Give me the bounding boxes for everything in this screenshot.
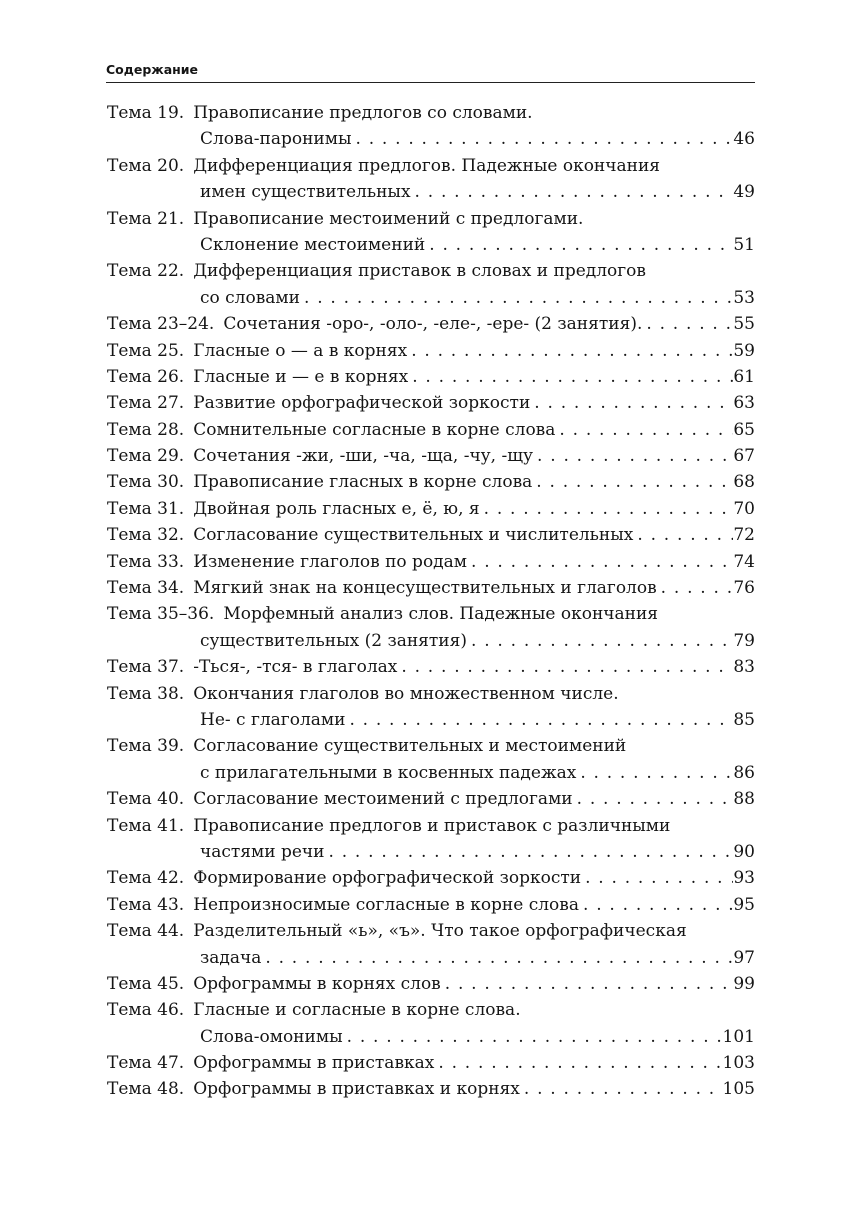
dot-leader [343,1024,723,1050]
dot-leader [633,522,733,548]
toc-line [107,469,755,495]
toc-line [107,1050,755,1076]
toc-topic-number: Тема 27. [107,393,185,414]
dot-leader [397,654,733,680]
toc-page-number: 70 [733,498,755,519]
toc-title: со словами [200,287,300,308]
running-header: Содержание [106,62,199,77]
toc-page-number: 49 [733,182,755,203]
toc-page-number: 93 [733,868,755,889]
toc-line-continued [107,707,755,733]
toc-topic-number: Тема 46. [107,1000,185,1021]
toc-title: частями речи [200,841,325,862]
toc-page-number: 72 [733,525,755,546]
toc-page-number: 79 [733,630,755,651]
dot-leader [581,865,733,891]
toc-title: Согласование местоимений с предлогами [193,789,573,810]
toc-page-number: 59 [733,340,755,361]
toc-topic-number: Тема 48. [107,1079,185,1100]
toc-line [107,1076,755,1102]
toc-line [107,206,755,232]
toc-title: Сочетания -оро-, -оло-, -еле-, -ере- (2 занятия). [223,314,643,335]
toc-entry [107,733,755,786]
toc-entry [107,443,755,469]
toc-topic-number: Тема 26. [107,366,185,387]
toc-title: Слова-омонимы [200,1026,343,1047]
toc-title: -Ться-, -тся- в глаголах [193,657,398,678]
dot-leader [425,232,733,258]
dot-leader [576,760,733,786]
toc-page-number: 99 [733,973,755,994]
toc-title: Сочетания -жи, -ши, -ча, -ща, -чу, -щу [193,446,534,467]
dot-leader [261,945,733,971]
header-rule [106,82,755,83]
toc-entry [107,681,755,734]
toc-line [107,733,755,759]
toc-topic-number: Тема 42. [107,868,185,889]
toc-line [107,892,755,918]
toc-title: Согласование существительных и числительных [193,525,634,546]
toc-title: Дифференциация приставок в словах и предлогов [193,261,646,282]
toc-line-continued [107,285,755,311]
toc-entry [107,522,755,548]
toc-line [107,865,755,891]
toc-topic-number: Тема 29. [107,446,185,467]
toc-entry [107,575,755,601]
toc-title: Сомнительные согласные в корне слова [193,419,556,440]
toc-entry [107,153,755,206]
toc-entry [107,100,755,153]
toc-entry [107,496,755,522]
toc-line [107,813,755,839]
toc-page-number: 46 [733,129,755,150]
toc-entry [107,918,755,971]
toc-page-number: 51 [733,234,755,255]
table-of-contents [107,100,755,1103]
toc-topic-number: Тема 44. [107,921,185,942]
toc-title: с прилагательными в косвенных падежах [200,762,577,783]
toc-title: Согласование существительных и местоимений [193,736,627,757]
toc-entry [107,813,755,866]
dot-leader [411,179,733,205]
toc-entry [107,417,755,443]
toc-entry [107,258,755,311]
toc-topic-number: Тема 25. [107,340,185,361]
toc-page-number: 88 [733,789,755,810]
toc-line [107,390,755,416]
toc-page-number: 101 [722,1026,755,1047]
toc-topic-number: Тема 35–36. [107,604,215,625]
toc-line [107,100,755,126]
toc-title: Гласные и — е в корнях [193,366,409,387]
toc-line [107,496,755,522]
toc-topic-number: Тема 33. [107,551,185,572]
toc-line-continued [107,179,755,205]
toc-title: Склонение местоимений [200,234,426,255]
toc-title: Непроизносимые согласные в корне слова [193,894,579,915]
toc-line-continued [107,945,755,971]
toc-page-number: 55 [733,314,755,335]
dot-leader [573,786,733,812]
toc-entry [107,338,755,364]
toc-title: существительных (2 занятия) [200,630,467,651]
toc-line-continued [107,839,755,865]
toc-title: Гласные о — а в корнях [193,340,408,361]
toc-line [107,997,755,1023]
toc-title: Не- с глаголами [200,709,346,730]
toc-title: Развитие орфографической зоркости [193,393,531,414]
toc-topic-number: Тема 23–24. [107,314,215,335]
toc-title: Правописание предлогов со словами. [193,103,533,123]
toc-topic-number: Тема 43. [107,894,185,915]
toc-topic-number: Тема 32. [107,525,185,546]
dot-leader [345,707,733,733]
toc-entry [107,469,755,495]
toc-entry [107,786,755,812]
toc-title: Правописание гласных в корне слова [193,472,533,493]
toc-line [107,364,755,390]
toc-title: Слова-паронимы [200,129,352,150]
toc-entry [107,997,755,1050]
toc-title: Формирование орфографической зоркости [193,868,582,889]
dot-leader [434,1050,722,1076]
toc-line-continued [107,232,755,258]
toc-title: Орфограммы в приставках [193,1053,435,1074]
toc-title: Правописание местоимений с предлогами. [193,208,584,229]
dot-leader [408,364,733,390]
toc-topic-number: Тема 40. [107,789,185,810]
dot-leader [467,549,733,575]
dot-leader [480,496,733,522]
toc-entry [107,865,755,891]
dot-leader [533,443,733,469]
toc-title: Гласные и согласные в корне слова. [193,1000,521,1021]
dot-leader [520,1076,723,1102]
dot-leader [532,469,733,495]
toc-entry [107,1076,755,1102]
toc-page-number: 103 [722,1053,755,1074]
toc-topic-number: Тема 39. [107,736,185,757]
toc-line [107,549,755,575]
toc-title: имен существительных [200,182,411,203]
toc-line [107,918,755,944]
toc-page-number: 85 [733,709,755,730]
toc-entry [107,654,755,680]
toc-entry [107,892,755,918]
toc-topic-number: Тема 28. [107,419,185,440]
dot-leader [352,126,734,152]
toc-line [107,522,755,548]
toc-topic-number: Тема 38. [107,683,185,704]
toc-page-number: 95 [733,894,755,915]
toc-topic-number: Тема 41. [107,815,185,836]
toc-topic-number: Тема 21. [107,208,185,229]
toc-entry [107,206,755,259]
toc-line [107,681,755,707]
toc-page-number: 86 [733,762,755,783]
toc-title: Мягкий знак на концесуществительных и глаголов [193,578,657,599]
toc-line [107,575,755,601]
toc-line [107,654,755,680]
toc-page-number: 76 [733,578,755,599]
toc-page-number: 83 [733,657,755,678]
toc-page-number: 90 [733,841,755,862]
toc-entry [107,311,755,337]
dot-leader [530,390,733,416]
toc-entry [107,364,755,390]
toc-entry [107,549,755,575]
toc-line [107,258,755,284]
toc-page-number: 65 [733,419,755,440]
toc-line [107,443,755,469]
toc-page-number: 74 [733,551,755,572]
toc-title: Орфограммы в корнях слов [193,973,441,994]
toc-topic-number: Тема 19. [107,103,185,123]
toc-topic-number: Тема 37. [107,657,185,678]
dot-leader [555,417,733,443]
toc-page-number: 105 [722,1079,755,1100]
toc-topic-number: Тема 22. [107,261,185,282]
toc-title: задача [200,947,262,968]
dot-leader [325,839,734,865]
toc-page-number: 97 [733,947,755,968]
toc-entry [107,601,755,654]
dot-leader [467,628,733,654]
toc-entry [107,1050,755,1076]
toc-topic-number: Тема 31. [107,498,185,519]
toc-title: Правописание предлогов и приставок с различными [193,815,671,836]
toc-line [107,417,755,443]
toc-line-continued [107,1024,755,1050]
toc-line [107,601,755,627]
dot-leader [657,575,733,601]
dot-leader [407,338,733,364]
toc-topic-number: Тема 30. [107,472,185,493]
toc-entry [107,390,755,416]
dot-leader [579,892,733,918]
toc-topic-number: Тема 47. [107,1053,185,1074]
toc-topic-number: Тема 20. [107,155,185,176]
toc-page-number: 53 [733,287,755,308]
toc-line [107,786,755,812]
toc-page-number: 63 [733,393,755,414]
toc-title: Морфемный анализ слов. Падежные окончания [223,604,659,625]
dot-leader [300,285,733,311]
toc-line-continued [107,126,755,152]
toc-topic-number: Тема 34. [107,578,185,599]
toc-title: Окончания глаголов во множественном числе. [193,683,619,704]
toc-line [107,971,755,997]
toc-line-continued [107,760,755,786]
toc-title: Разделительный «ь», «ъ». Что такое орфографическая [193,921,687,942]
toc-line [107,338,755,364]
toc-line [107,153,755,179]
toc-entry [107,971,755,997]
toc-page-number: 67 [733,446,755,467]
toc-title: Дифференциация предлогов. Падежные окончания [193,155,661,176]
dot-leader [642,311,733,337]
toc-title: Орфограммы в приставках и корнях [193,1079,520,1100]
toc-line-continued [107,628,755,654]
toc-title: Двойная роль гласных е, ё, ю, я [193,498,480,519]
toc-topic-number: Тема 45. [107,973,185,994]
toc-page-number: 61 [733,366,755,387]
dot-leader [441,971,733,997]
toc-page-number: 68 [733,472,755,493]
toc-title: Изменение глаголов по родам [193,551,468,572]
toc-line [107,311,755,337]
